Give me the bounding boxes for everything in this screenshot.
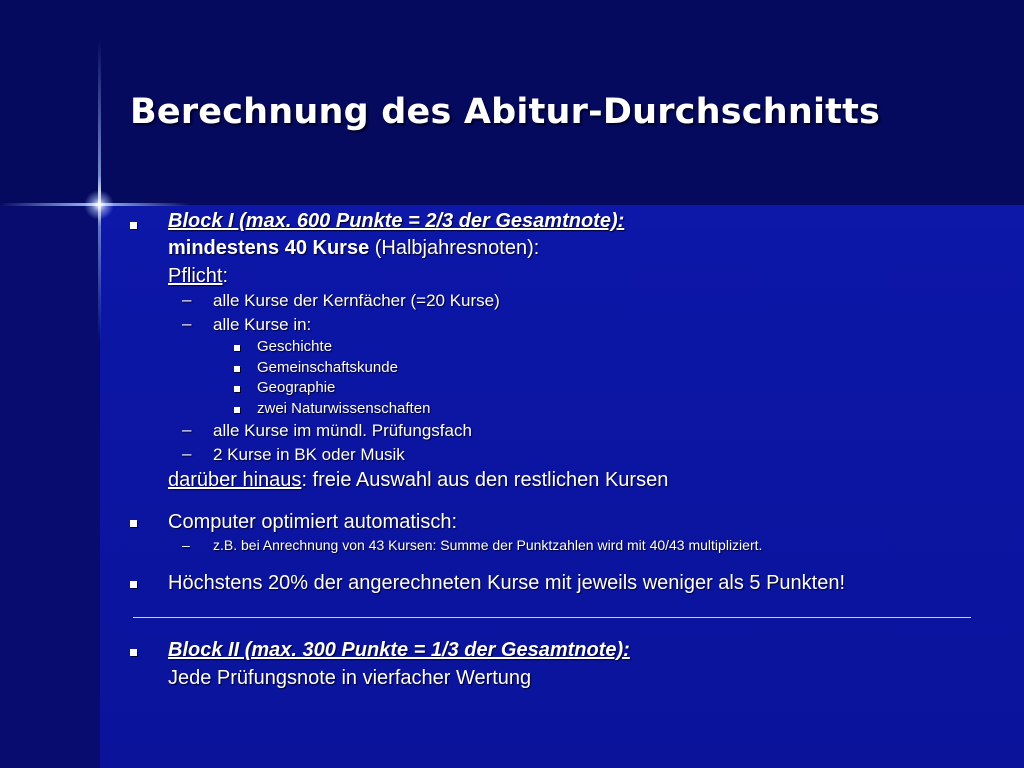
bullet-square-icon	[234, 386, 240, 392]
computer-sub: z.B. bei Anrechnung von 43 Kursen: Summe der Punktzahlen wird mit 40/43 multipliziert.	[213, 537, 763, 553]
sub-list-item: Gemeinschaftskunde	[257, 359, 398, 376]
bullet-square-icon	[130, 581, 137, 588]
light-flare-center	[84, 190, 114, 220]
block2-heading: Block II (max. 300 Punkte = 1/3 der Gesamtnote):	[168, 639, 630, 661]
bullet-square-icon	[130, 520, 137, 527]
block2-text: Jede Prüfungsnote in vierfacher Wertung	[168, 667, 532, 689]
background-left-band	[0, 205, 100, 768]
sub-list-item: Geschichte	[257, 338, 333, 355]
darueber-label: darüber hinaus	[168, 469, 302, 491]
list-item: alle Kurse der Kernfächer (=20 Kurse)	[213, 291, 500, 310]
bullet-square-icon	[234, 407, 240, 413]
computer-text: Computer optimiert automatisch:	[168, 511, 458, 533]
dash-bullet-icon: –	[182, 537, 190, 553]
block1-pflicht	[168, 265, 228, 288]
block1-heading: Block I (max. 600 Punkte = 2/3 der Gesamtnote):	[168, 210, 625, 232]
block1-minimum-rest: (Halbjahresnoten):	[369, 237, 540, 259]
dash-bullet-icon: –	[182, 290, 192, 309]
list-item: alle Kurse in:	[213, 315, 312, 334]
pflicht-label: Pflicht	[168, 265, 223, 287]
block1-minimum-bold: mindestens 40 Kurse	[168, 237, 370, 259]
bullet-square-icon	[130, 649, 137, 656]
bullet-square-icon	[234, 366, 240, 372]
divider-line	[133, 617, 971, 618]
block1-darueber	[168, 469, 668, 492]
dash-bullet-icon: –	[182, 420, 192, 439]
hoechstens-text: Höchstens 20% der angerechneten Kurse mit jeweils weniger als 5 Punkten!	[168, 572, 846, 594]
pflicht-colon: :	[222, 265, 229, 287]
sub-list-item: Geographie	[257, 379, 336, 396]
bullet-square-icon	[130, 222, 137, 229]
bullet-square-icon	[234, 345, 240, 351]
slide-title: Berechnung des Abitur-Durchschnitts	[130, 92, 881, 132]
block1-minimum	[168, 237, 539, 260]
dash-bullet-icon: –	[182, 444, 192, 463]
list-item: 2 Kurse in BK oder Musik	[213, 445, 405, 464]
dash-bullet-icon: –	[182, 314, 192, 333]
darueber-rest: : freie Auswahl aus den restlichen Kursen	[301, 469, 669, 491]
sub-list-item: zwei Naturwissenschaften	[257, 400, 431, 417]
list-item: alle Kurse im mündl. Prüfungsfach	[213, 421, 472, 440]
